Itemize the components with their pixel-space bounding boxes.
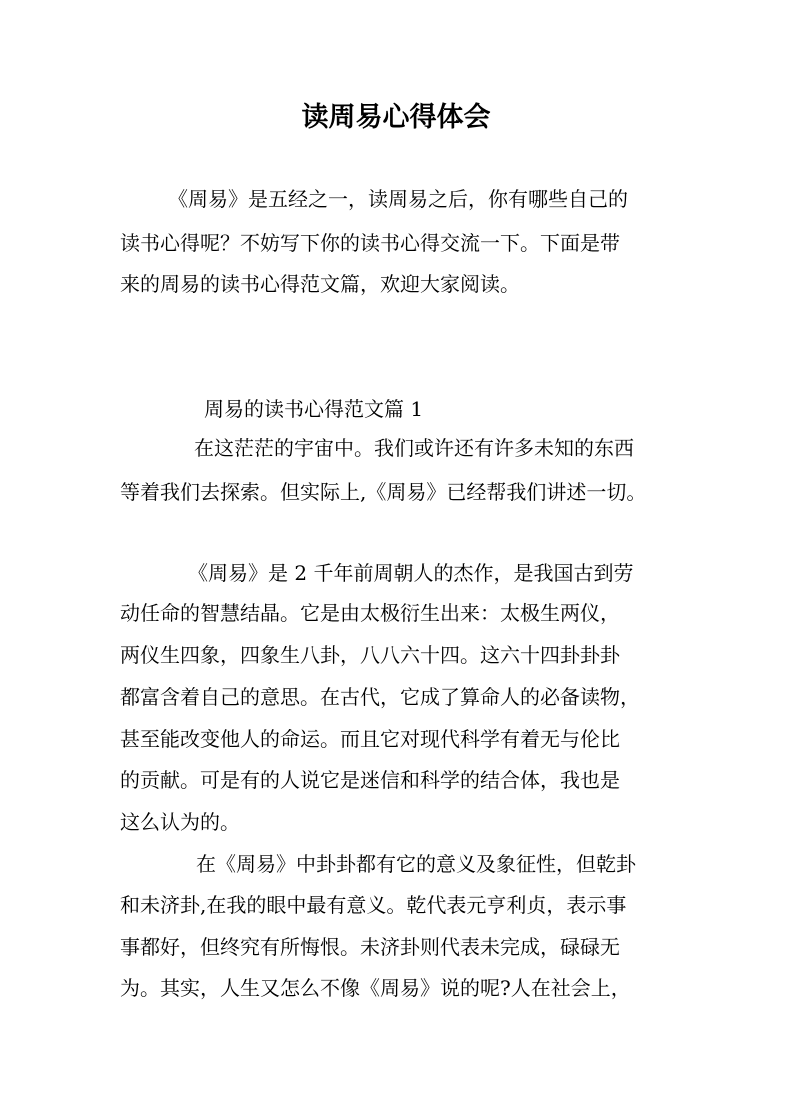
paragraph-line: 《周易》是 2 千年前周朝人的杰作，是我国古到劳: [188, 561, 634, 585]
paragraph-line: 的贡献。可是有的人说它是迷信和科学的结合体，我也是: [120, 768, 620, 792]
paragraph-line: 这么认为的。: [120, 810, 240, 834]
paragraph-line: 和未济卦,在我的眼中最有意义。乾代表元亨利贞，表示事: [120, 893, 627, 917]
paragraph-line: 在这茫茫的宇宙中。我们或许还有许多未知的东西: [194, 436, 634, 460]
paragraph-line: 《周易》是五经之一，读周易之后，你有哪些自己的: [168, 187, 628, 211]
paragraph-line: 为。其实，人生又怎么不像《周易》说的呢?人在社会上，: [120, 976, 631, 1000]
section-heading: 周易的读书心得范文篇 1: [204, 397, 424, 421]
paragraph-line: 两仪生四象，四象生八卦，八八六十四。这六十四卦卦卦: [120, 643, 620, 667]
paragraph-line: 读书心得呢？不妨写下你的读书心得交流一下。下面是带: [120, 231, 620, 255]
paragraph-line: 甚至能改变他人的命运。而且它对现代科学有着无与伦比: [120, 727, 620, 751]
document-title: 读周易心得体会: [301, 102, 491, 133]
paragraph-line: 事都好，但终究有所悔恨。未济卦则代表未完成，碌碌无: [120, 935, 620, 959]
paragraph-line: 动任命的智慧结晶。它是由太极衍生出来：太极生两仪，: [120, 601, 620, 625]
paragraph-line: 都富含着自己的意思。在古代，它成了算命人的必备读物，: [120, 685, 640, 709]
paragraph-line: 来的周易的读书心得范文篇，欢迎大家阅读。: [120, 272, 520, 296]
paragraph-line: 等着我们去探索。但实际上,《周易》已经帮我们讲述一切。: [120, 480, 647, 504]
paragraph-line: 在《周易》中卦卦都有它的意义及象征性，但乾卦: [196, 852, 636, 876]
